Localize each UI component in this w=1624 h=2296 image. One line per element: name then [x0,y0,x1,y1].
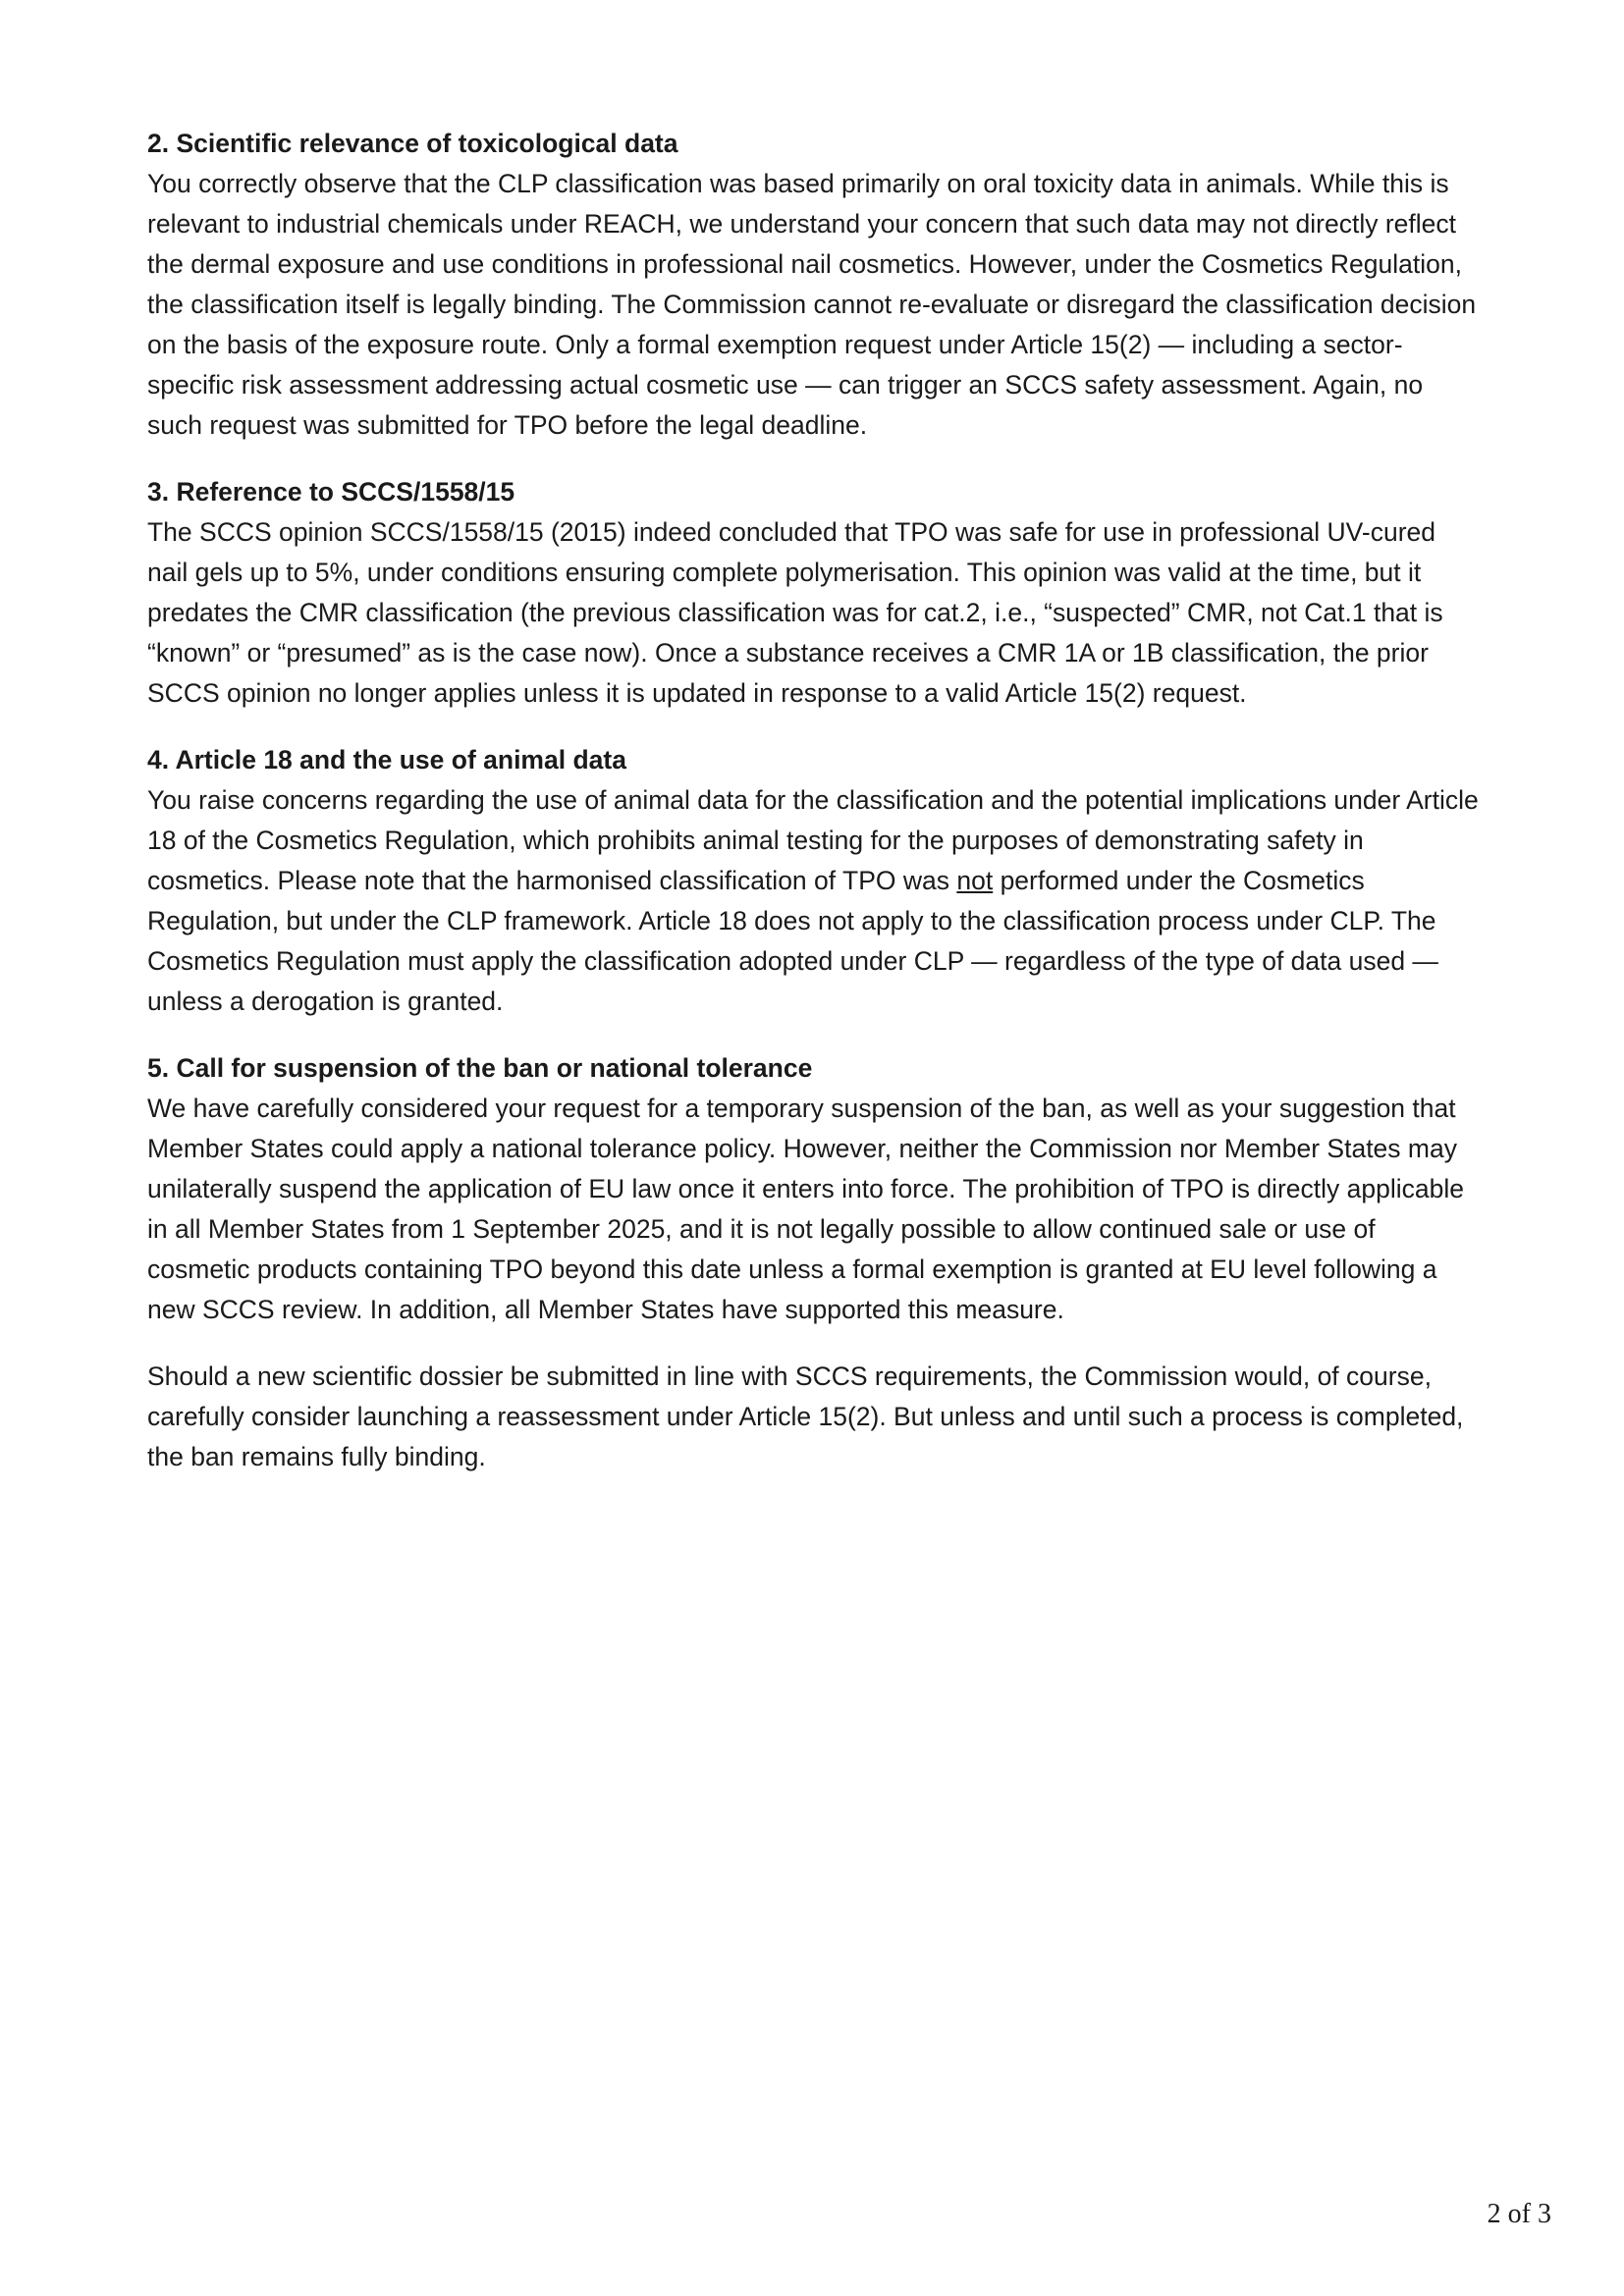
page-number: 2 of 3 [1487,2199,1551,2229]
section-heading: 2. Scientific relevance of toxicological data [147,129,678,158]
document-body [147,124,1483,1477]
section-paragraph: You correctly observe that the CLP classification was based primarily on oral toxicity data in animals. While this is relevant to industrial chemicals under REACH, we understand your concern that such data may not directly reflect the dermal exposure and use conditions in professional nail cosmetics. However, under the Cosmetics Regulation, the classification itself is legally binding. The Commission cannot re-evaluate or disregard the classification decision on the basis of the exposure route. Only a formal exemption request under Article 15(2) — including a sector-specific risk assessment addressing actual cosmetic use — can trigger an SCCS safety assessment. Again, no such request was submitted for TPO before the legal deadline. [147,169,1477,440]
paragraph-text: performed under the Cosmetics Regulation, but under the CLP framework. Article 18 does not apply to the classification process under CLP. The Cosmetics Regulation must apply the classification adopted under CLP — regardless of the type of data used — unless a derogation is granted. [147,866,1438,1016]
section-heading: 5. Call for suspension of the ban or national tolerance [147,1053,813,1083]
section-heading: 4. Article 18 and the use of animal data [147,745,626,774]
emphasis-text: not [956,866,994,895]
closing-paragraph: Should a new scientific dossier be submitted in line with SCCS requirements, the Commission would, of course, carefully consider launching a reassessment under Article 15(2). But unless and until such a process is completed, the ban remains fully binding. [147,1362,1464,1471]
section-suspension-call [147,1048,1483,1330]
section-paragraph: We have carefully considered your request for a temporary suspension of the ban, as well as your suggestion that Member States could apply a national tolerance policy. However, neither the Commission nor Member States may unilaterally suspend the application of EU law once it enters into force. The prohibition of TPO is directly applicable in all Member States from 1 September 2025, and it is not legally possible to allow continued sale or use of cosmetic products containing TPO beyond this date unless a formal exemption is granted at EU level following a new SCCS review. In addition, all Member States have supported this measure. [147,1094,1464,1324]
paragraph-text: You raise concerns regarding the use of animal data for the classification and the potential implications under Article 18 of the Cosmetics Regulation, which prohibits animal testing for the purposes of demonstrating safety in cosmetics. Please note that the harmonised classification of TPO was [147,785,1479,895]
section-article-18 [147,740,1483,1022]
section-paragraph: The SCCS opinion SCCS/1558/15 (2015) indeed concluded that TPO was safe for use in professional UV-cured nail gels up to 5%, under conditions ensuring complete polymerisation. This opinion was valid at the time, but it predates the CMR classification (the previous classification was for cat.2, i.e., “suspected” CMR, not Cat.1 that is “known” or “presumed” as is the case now). Once a substance receives a CMR 1A or 1B classification, the prior SCCS opinion no longer applies unless it is updated in response to a valid Article 15(2) request. [147,517,1443,708]
section-heading: 3. Reference to SCCS/1558/15 [147,477,515,507]
section-paragraph [147,780,1483,1022]
section-scientific-relevance [147,124,1483,446]
section-sccs-reference [147,472,1483,714]
